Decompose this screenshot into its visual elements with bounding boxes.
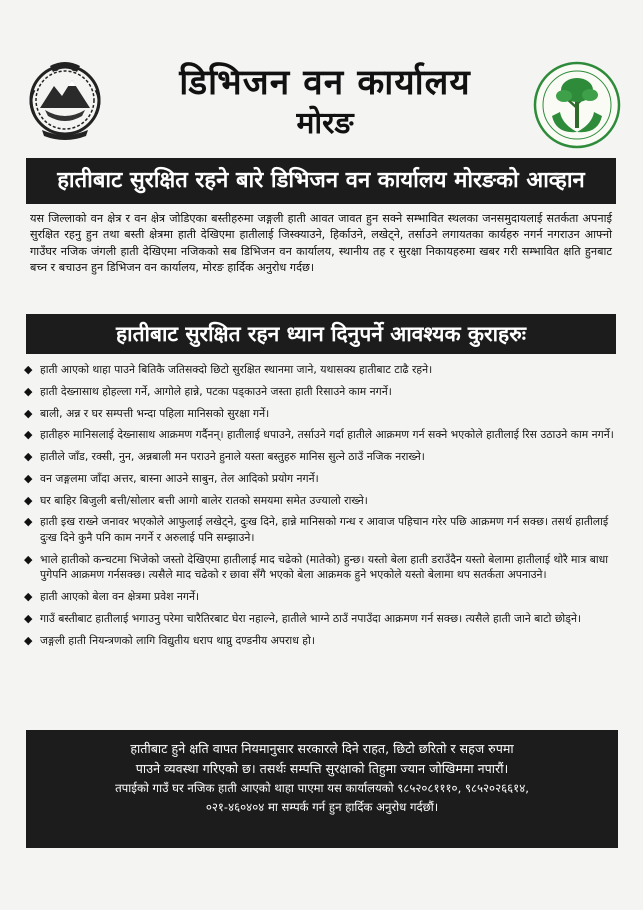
list-item bbox=[22, 471, 618, 487]
footer-line-2: पाउने व्यवस्था गरिएको छ। तसर्थः सम्पत्ति सुरक्षाको तिहुमा ज्यान जोखिममा नपारौं। bbox=[135, 761, 509, 776]
list-item-text: हाती देख्नासाथ होहल्ला गर्ने, आगोले हान्ने, पटका पड्काउने जस्ता हाती रिसाउने काम नगर्ने। bbox=[40, 384, 392, 398]
header bbox=[0, 0, 643, 158]
list-item bbox=[22, 362, 618, 378]
diamond-bullet-icon: ◆ bbox=[24, 493, 33, 507]
appeal-banner: हातीबाट सुरक्षित रहने बारे डिभिजन वन कार्यालय मोरङको आव्हान bbox=[26, 158, 616, 204]
diamond-bullet-icon: ◆ bbox=[24, 363, 33, 376]
diamond-bullet-icon: ◆ bbox=[24, 552, 33, 566]
list-item-text: हातीहरु मानिसलाई देख्नासाथ आक्रमण गर्दैनन्। हातीलाई धपाउने, तर्साउने गर्दा हातीले आक्रमण गर्न सक्ने भएकोले हातीलाई रिस उठाउने काम नगर्ने। bbox=[40, 428, 614, 442]
diamond-bullet-icon: ◆ bbox=[24, 406, 33, 420]
list-item bbox=[22, 633, 618, 649]
diamond-bullet-icon: ◆ bbox=[24, 471, 33, 485]
intro-paragraph: यस जिल्लाको वन क्षेत्र र वन क्षेत्र जोडिएका बस्तीहरुमा जङ्गली हाती आवत जावत हुन सक्ने सम्भावित स्थलका जनसमुदायलाई सतर्कता अपनाई सुरक्षित रहनु हुन तथा बस्ती क्षेत्रमा हाती देखिएमा हातीलाई जिस्क्याउने, हिर्काउने, लखेट्ने, तर्साउने लगायतका कार्यहरु नगर्न नगराउन आफ्नो गाउँघर नजिक जंगली हाती देखिएमा नजिकको सब डिभिजन वन कार्यालय, स्थानीय तह र सुरक्षा निकायहरुमा खबर गरी सम्भावित क्षति हुनबाट बच्न र बचाउन हुन डिभिजन वन कार्यालय, मोरङ हार्दिक अनुरोध गर्दछ। bbox=[30, 212, 612, 275]
list-item bbox=[22, 384, 618, 400]
diamond-bullet-icon: ◆ bbox=[24, 515, 33, 529]
list-item-text: हाती इख राख्ने जनावर भएकोले आफुलाई लखेट्ने, दुःख दिने, हान्ने मानिसको गन्ध र आवाज पहिचान गरेर पछि आक्रमण गर्न सक्छ। तसर्थ हातीलाई दुःख दिने कुनै पनि काम नगर्ने र अरुलाई पनि सम्झाउने। bbox=[40, 515, 609, 545]
list-item bbox=[22, 406, 618, 422]
list-item-text: भाले हातीको कन्चटमा भिजेको जस्तो देखिएमा हातीलाई माद चढेको (मातेको) हुन्छ। यस्तो बेला हाती डराउँदैन यस्तो बेलामा हातीलाई थोरै मात्र बाधा पुगेपनि आक्रमण गर्नसक्छ। त्यसैले माद चढेको र छावा सँगै भएको बेला आक्रमक हुने भएकोले यस्तो बेलामा थप सतर्कता अपनाउने। bbox=[40, 552, 609, 582]
list-item bbox=[22, 611, 618, 627]
list-item bbox=[22, 493, 618, 509]
list-item bbox=[22, 427, 618, 443]
office-title: डिभिजन वन कार्यालय bbox=[179, 63, 471, 103]
government-emblem-icon bbox=[20, 56, 110, 142]
diamond-bullet-icon: ◆ bbox=[24, 633, 33, 647]
list-item-text: हाती आएको थाहा पाउने बितिकै जतिसक्दो छिटो सुरक्षित स्थानमा जाने, यथासक्य हातीबाट टाढै रहने। bbox=[40, 363, 433, 376]
list-item-text: बाली, अन्न र घर सम्पत्ती भन्दा पहिला मानिसको सुरक्षा गर्ने। bbox=[40, 406, 270, 420]
list-item-text: हाती आएको बेला वन क्षेत्रमा प्रवेश नगर्ने। bbox=[40, 590, 200, 604]
diamond-bullet-icon: ◆ bbox=[24, 428, 33, 442]
list-item-text: हातीले जाँड, रक्सी, नुन, अन्नबाली मन पराउने हुनाले यस्ता बस्तुहरु मानिस सुत्ने ठाउँ नजिक नराख्ने। bbox=[40, 450, 425, 464]
footer-notice bbox=[26, 730, 618, 848]
list-item-text: जङ्गली हाती नियन्त्रणको लागि विद्युतीय धराप थाप्नु दण्डनीय अपराध हो। bbox=[40, 633, 315, 647]
office-location: मोरङ bbox=[296, 106, 354, 141]
footer-contact-line-2: ०२१-४६०४०४ मा सम्पर्क गर्न हुन हार्दिक अनुरोध गर्दछौं। bbox=[205, 800, 439, 814]
list-item bbox=[22, 552, 618, 583]
list-item-text: वन जङ्गलमा जाँदा अत्तर, बास्ना आउने साबुन, तेल आदिको प्रयोग नगर्ने। bbox=[40, 471, 319, 485]
list-item bbox=[22, 514, 618, 545]
list-item-text: घर बाहिर बिजुली बत्ती/सोलार बत्ती आगो बालेर रातको समयमा समेत उज्यालो राख्ने। bbox=[40, 493, 368, 507]
footer-line-1: हातीबाट हुने क्षति वापत नियमानुसार सरकारले दिने राहत, छिटो छरितो र सहज रुपमा bbox=[130, 741, 514, 756]
safety-tips-list bbox=[22, 362, 618, 655]
footer-contact-line: तपाईको गाउँ घर नजिक हाती आएको थाहा पाएमा यस कार्यालयको ९८५२०८१११०, ९८५२०२६६१४, bbox=[115, 781, 529, 795]
list-item bbox=[22, 589, 618, 605]
diamond-bullet-icon: ◆ bbox=[24, 450, 33, 464]
diamond-bullet-icon: ◆ bbox=[24, 384, 33, 398]
diamond-bullet-icon: ◆ bbox=[24, 590, 33, 604]
safety-tips-banner: हातीबाट सुरक्षित रहन ध्यान दिनुपर्ने आवश्यक कुराहरुः bbox=[26, 314, 616, 354]
diamond-bullet-icon: ◆ bbox=[24, 612, 33, 625]
list-item bbox=[22, 449, 618, 465]
list-item-text: गाउँ बस्तीबाट हातीलाई भगाउनु परेमा चारैतिरबाट घेरा नहाल्ने, हातीले भाग्ने ठाउँ नपाउँदा आक्रमण गर्न सक्छ। त्यसैले हाती जाने बाटो छोड्ने। bbox=[40, 612, 582, 625]
forest-logo-icon bbox=[532, 60, 622, 150]
